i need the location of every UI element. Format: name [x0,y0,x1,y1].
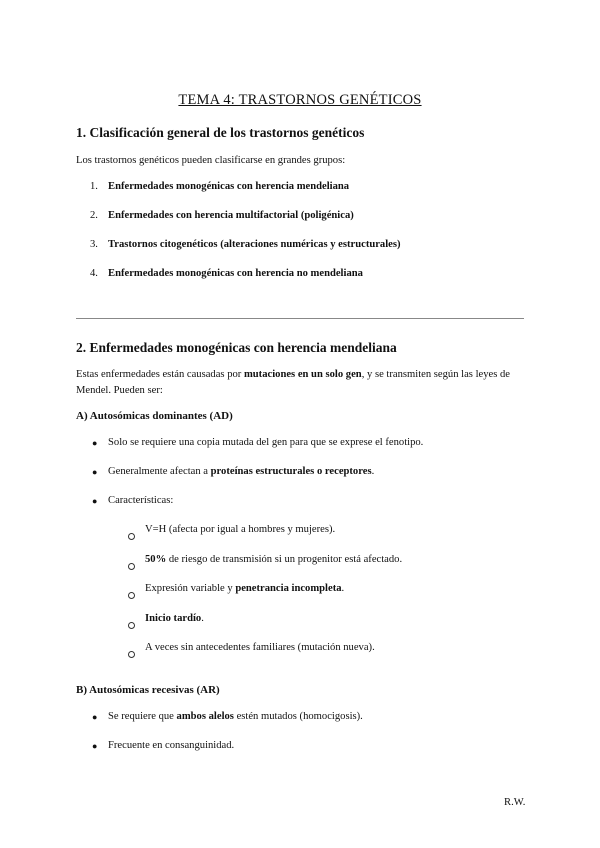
list-number: 4. [90,268,98,279]
list-item: Enfermedades monogénicas con herencia no mendeliana [108,268,363,279]
bullet-text: Frecuente en consanguinidad. [108,740,235,751]
section2-intro-line1: Estas enfermedades están causadas por mutaciones en un solo gen, y se transmiten según las leyes de [76,369,510,380]
section2-intro-line2: Mendel. Pueden ser: [76,385,163,396]
sub-bullet-circle [128,645,135,663]
bullet-dot: ● [92,496,98,506]
footer-initials: R.W. [504,797,526,808]
sub-bullet-text: Inicio tardío. [145,613,204,624]
sub-bullet-text: 50% de riesgo de transmisión si un progenitor está afectado. [145,554,403,565]
list-item: Enfermedades monogénicas con herencia mendeliana [108,181,350,192]
bullet-text: Solo se requiere una copia mutada del gen para que se exprese el fenotipo. [108,437,424,448]
list-number: 1. [90,181,98,192]
page-title: TEMA 4: TRASTORNOS GENÉTICOS [178,92,422,108]
bullet-dot: ● [92,741,98,751]
section1-intro: Los trastornos genéticos pueden clasificarse en grandes grupos: [76,155,346,166]
sub-bullet-text: Expresión variable y penetrancia incompleta. [145,583,345,594]
sub-bullet-circle [128,616,135,634]
bullet-dot: ● [92,467,98,477]
list-number: 3. [90,239,98,250]
sub-bullet-circle [128,527,135,545]
bullet-text: Características: [108,495,174,506]
sub-bullet-circle [128,557,135,575]
list-item: Trastornos citogenéticos (alteraciones numéricas y estructurales) [108,239,401,250]
subsection-ad-heading: A) Autosómicas dominantes (AD) [76,410,233,422]
sub-bullet-text: A veces sin antecedentes familiares (mutación nueva). [145,642,375,653]
section1-heading: 1. Clasificación general de los trastornos genéticos [76,125,365,140]
horizontal-divider [76,318,524,319]
bullet-dot: ● [92,438,98,448]
list-number: 2. [90,210,98,221]
bullet-text: Se requiere que ambos alelos estén mutados (homocigosis). [108,711,363,722]
bullet-text: Generalmente afectan a proteínas estructurales o receptores. [108,466,375,477]
sub-bullet-text: V=H (afecta por igual a hombres y mujeres). [145,524,336,535]
bullet-dot: ● [92,712,98,722]
section2-heading: 2. Enfermedades monogénicas con herencia mendeliana [76,340,397,355]
subsection-ar-heading: B) Autosómicas recesivas (AR) [76,684,220,696]
sub-bullet-circle [128,586,135,604]
list-item: Enfermedades con herencia multifactorial (poligénica) [108,210,354,221]
